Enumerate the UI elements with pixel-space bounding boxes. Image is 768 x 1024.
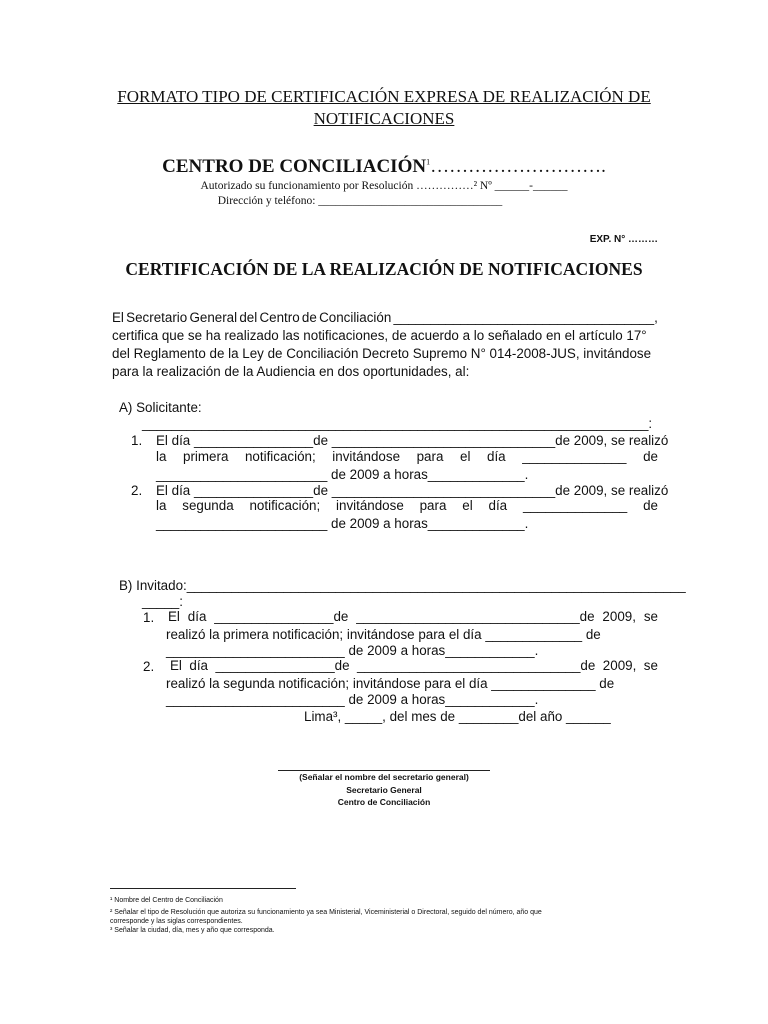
footnote-ref-1: 1: [426, 157, 431, 167]
signature-line: [278, 770, 490, 771]
document-title-line2: NOTIFICACIONES: [313, 109, 455, 128]
section-b-item2-num: 2.: [143, 659, 155, 674]
word: 2009,: [602, 609, 636, 624]
word: de: [643, 449, 658, 464]
section-b-item2-line3: ________________________ de 2009 a horas____________.: [166, 692, 539, 707]
word: 2009,: [602, 658, 637, 673]
word: día: [487, 449, 506, 464]
section-b-item2-line1: [170, 658, 658, 673]
blank-field: ______________: [522, 498, 628, 513]
word: notificación;: [249, 498, 321, 513]
word: Centro: [259, 310, 300, 325]
section-b-item1-line2: realizó la primera notificación; invitándose para el día _____________ de: [166, 627, 601, 642]
word: Conciliación: [319, 310, 392, 325]
signature-role: Secretario General: [346, 785, 422, 795]
word: el: [462, 498, 473, 513]
footnote-1: ¹ Nombre del Centro de Conciliación: [110, 897, 223, 904]
word: de: [643, 498, 658, 513]
autorizado-line: Autorizado su funcionamiento por Resolución ……………² Nº ______-______: [200, 180, 568, 192]
footnote-3: ³ Señalar la ciudad, día, mes y año que corresponda.: [110, 927, 275, 934]
section-a-item1-line3: _______________________ de 2009 a horas_____________.: [156, 467, 529, 482]
document-title-line1: FORMATO TIPO DE CERTIFICACIÓN EXPRESA DE REALIZACIÓN DE: [117, 87, 651, 106]
section-a-item1-line1: El día ________________de ______________________________de 2009, se realizó: [156, 433, 669, 448]
footnote-separator: [110, 888, 296, 889]
section-b-cont: _____:: [142, 594, 183, 609]
word: día: [187, 609, 207, 624]
footnote-2-line2: corresponde y las siglas correspondientes.: [110, 918, 243, 925]
intro-paragraph: [112, 309, 658, 381]
word: notificación;: [244, 449, 316, 464]
word: El: [168, 609, 180, 624]
lima-date-line: Lima³, _____, del mes de ________del año ______: [304, 709, 611, 724]
section-a-item2-line3: _______________________ de 2009 a horas_____________.: [156, 516, 529, 531]
section-a-item2-num: 2.: [131, 483, 143, 498]
signature-org: Centro de Conciliación: [337, 797, 431, 807]
word: para: [416, 449, 444, 464]
intro-line3: del Reglamento de la Ley de Conciliación Decreto Supremo N° 014-2008-JUS, invitándose: [112, 346, 652, 361]
document-title: [100, 86, 668, 130]
word: invitándose: [336, 498, 404, 513]
direccion-line: Dirección y teléfono: ________________________________: [217, 195, 503, 207]
section-b-item2-line2: realizó la segunda notificación; invitándose para el día ______________ de: [166, 676, 615, 691]
word: para: [419, 498, 447, 513]
word: la: [156, 449, 167, 464]
word: Secretario: [126, 310, 188, 325]
section-a-label: A) Solicitante:: [119, 400, 202, 415]
section-b-item1-line3: ________________________ de 2009 a horas____________.: [166, 643, 539, 658]
word: se: [643, 609, 658, 624]
expediente-number: EXP. N° ………: [589, 234, 658, 245]
word: General: [189, 310, 238, 325]
word: primera: [183, 449, 229, 464]
blank-field: ______________: [522, 449, 627, 464]
word: día: [488, 498, 508, 513]
word: del: [239, 310, 258, 325]
blank-field: ______________________________de: [357, 658, 596, 673]
blank-field: ________________de: [215, 658, 350, 673]
certification-title: CERTIFICACIÓN DE LA REALIZACIÓN DE NOTIFICACIONES: [125, 259, 643, 279]
section-a-item1-line2: [156, 449, 658, 464]
word: segunda: [182, 498, 234, 513]
intro-line4: para la realización de la Audiencia en dos oportunidades, al:: [112, 364, 470, 379]
section-a-item2-line1: El día ________________de ______________________________de 2009, se realizó: [156, 483, 669, 498]
centro-dots: ……………………….: [430, 156, 606, 177]
word: el: [460, 449, 471, 464]
section-a-item2-line2: [156, 498, 658, 513]
word: de: [301, 310, 317, 325]
blank-field: ___________________________________,: [393, 310, 658, 325]
word: la: [156, 498, 167, 513]
word: El: [170, 658, 182, 673]
blank-field: ______________________________de: [356, 609, 595, 624]
signature-note: (Señalar el nombre del secretario general): [299, 772, 469, 782]
word: invitándose: [332, 449, 401, 464]
section-b-item1-line1: [168, 609, 658, 624]
section-b-label: B) Invitado:___________________________________________________________________: [119, 578, 686, 593]
word: día: [189, 658, 209, 673]
section-b-item1-num: 1.: [143, 610, 155, 625]
word: se: [643, 658, 658, 673]
intro-line2: certifica que se ha realizado las notificaciones, de acuerdo a lo señalado en el artículo 17°: [112, 328, 647, 343]
centro-label: CENTRO DE CONCILIACIÓN: [162, 156, 427, 177]
intro-line1: [112, 309, 658, 327]
section-a-blank: ____________________________________________________________________:: [142, 416, 653, 431]
section-a-item1-num: 1.: [131, 433, 143, 448]
word: El: [112, 310, 124, 325]
centro-heading: [100, 156, 668, 178]
footnote-2-line1: ² Señalar el tipo de Resolución que autoriza su funcionamiento ya sea Ministerial, Viceministerial o Directoral, seguido del número, año que: [110, 909, 542, 916]
blank-field: ________________de: [214, 609, 349, 624]
